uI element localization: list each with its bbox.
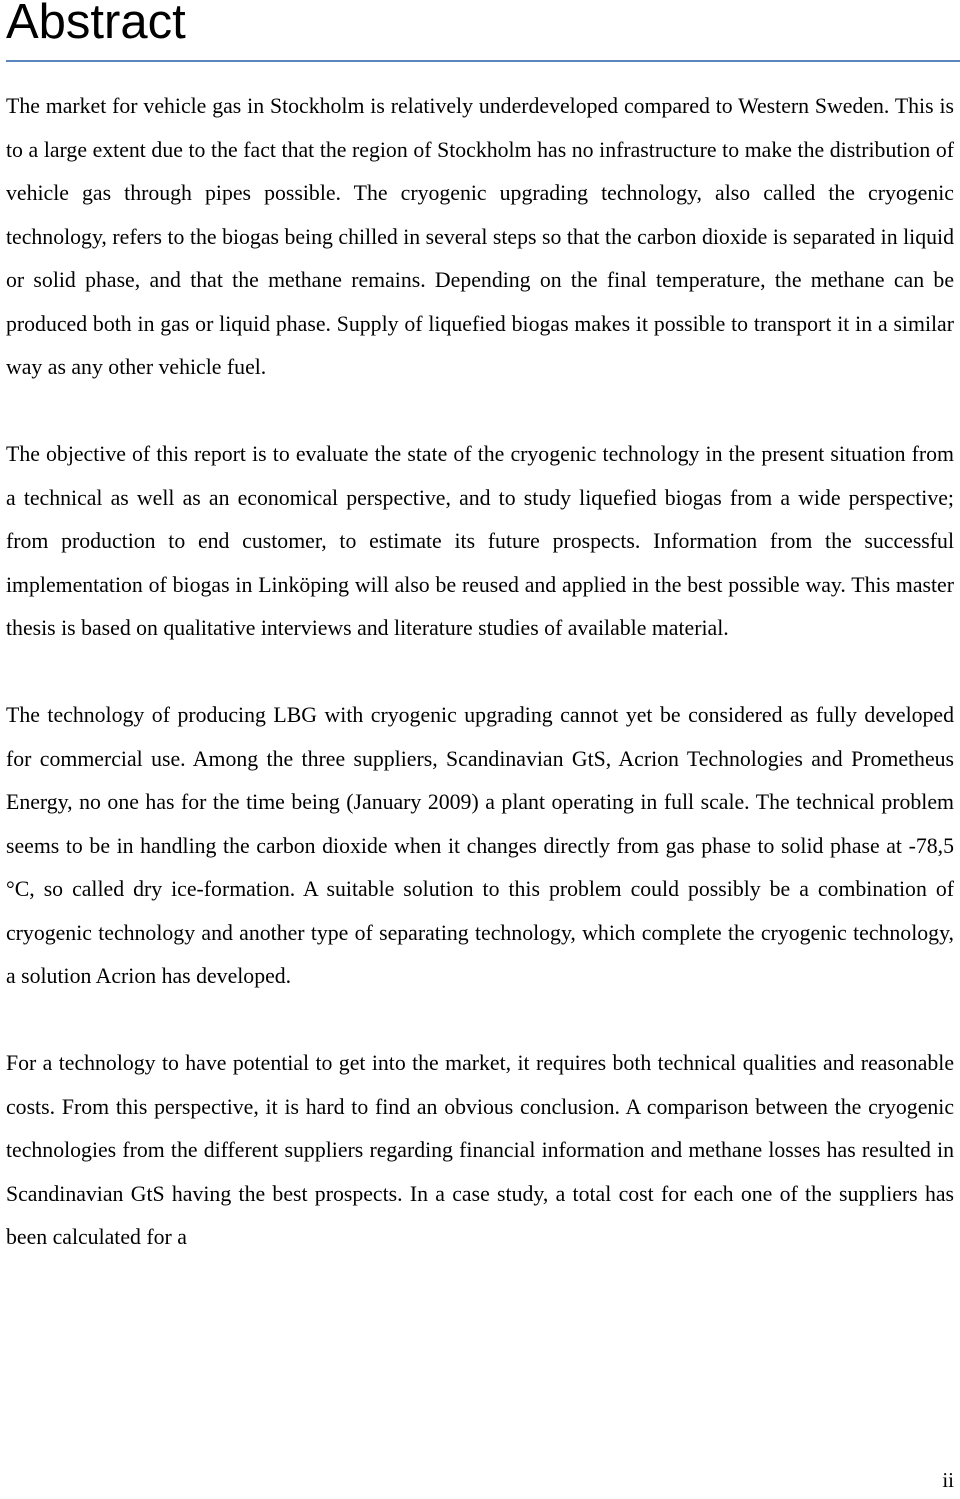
section-heading: Abstract xyxy=(6,0,186,49)
paragraph-2: The objective of this report is to evaluate the state of the cryogenic technology in the present situation from a technical as well as an economical perspective, and to study liquefied biogas from a wide perspective; from production to end customer, to estimate its future prospects. Information from the successful implementation of biogas in Linköping will also be reused and applied in the best possible way. This master thesis is based on qualitative interviews and literature studies of available material. xyxy=(6,442,954,640)
page-number: ii xyxy=(942,1468,954,1492)
paragraph-4: For a technology to have potential to get into the market, it requires both technical qualities and reasonable costs. From this perspective, it is hard to find an obvious conclusion. A comparison between the cryogenic technologies from the different suppliers regarding financial information and methane losses has resulted in Scandinavian GtS having the best prospects. In a case study, a total cost for each one of the suppliers has been calculated for a xyxy=(6,1051,954,1249)
abstract-body xyxy=(6,85,954,1303)
heading-rule xyxy=(6,60,960,62)
paragraph-1: The market for vehicle gas in Stockholm is relatively underdeveloped compared to Western Sweden. This is to a large extent due to the fact that the region of Stockholm has no infrastructure to make the distribution of vehicle gas through pipes possible. The cryogenic upgrading technology, also called the cryogenic technology, refers to the biogas being chilled in several steps so that the carbon dioxide is separated in liquid or solid phase, and that the methane remains. Depending on the final temperature, the methane can be produced both in gas or liquid phase. Supply of liquefied biogas makes it possible to transport it in a similar way as any other vehicle fuel. xyxy=(6,94,954,379)
paragraph-3: The technology of producing LBG with cryogenic upgrading cannot yet be considered as fully developed for commercial use. Among the three suppliers, Scandinavian GtS, Acrion Technologies and Prometheus Energy, no one has for the time being (January 2009) a plant operating in full scale. The technical problem seems to be in handling the carbon dioxide when it changes directly from gas phase to solid phase at -78,5 °C, so called dry ice-formation. A suitable solution to this problem could possibly be a combination of cryogenic technology and another type of separating technology, which complete the cryogenic technology, a solution Acrion has developed. xyxy=(6,703,954,988)
